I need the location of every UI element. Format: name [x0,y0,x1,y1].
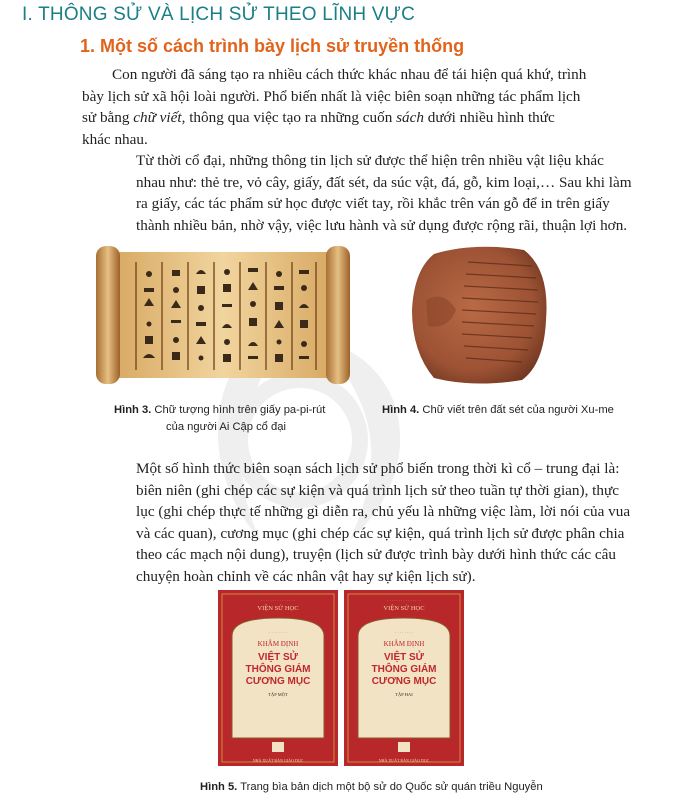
figure-5-caption [200,779,543,796]
text-run: , thông qua việc tạo ra những cuốn [181,109,397,127]
svg-text:· · · · · · · · · · · · · · ·: · · · · · · · · · · · · · · · [387,598,421,603]
caption-line [114,402,325,419]
intro-paragraph [82,64,642,150]
figure-label: Hình 5. [200,781,238,793]
book-cover-volume-2 [344,590,464,766]
figure-4-caption [382,402,614,419]
book-institute: VIỆN SỬ HỌC [383,605,425,612]
text-line: theo các mạch nội dung), truyện (lịch sử được trình bày dưới hình thức các câu [136,546,616,564]
book-institute: VIỆN SỬ HỌC [257,605,299,612]
materials-paragraph [136,150,656,236]
figure-3-caption [114,402,325,436]
book-cover-volume-1 [218,590,338,766]
caption-text: Chữ viết trên đất sét của người Xu-me [419,404,614,416]
caption-line: của người Ai Cập cổ đại [166,421,286,433]
book-publisher: NHÀ XUẤT BẢN GIÁO DỤC [378,758,430,763]
book-kham-dinh: KHÂM ĐỊNH [257,640,299,648]
text-line: Từ thời cổ đại, những thông tin lịch sử được thể hiện trên nhiều vật liệu khác [136,152,604,169]
caption-line [382,402,614,419]
svg-text:· · · · · · · ·: · · · · · · · · [269,630,287,635]
text-line: khác nhau. [82,130,148,148]
caption-text: Chữ tượng hình trên giấy pa-pi-rút [151,404,326,416]
book-title-line: VIỆT SỬ [384,652,424,663]
papyrus-scroll-image [92,244,354,386]
text-line: ra giấy, các tác phẩm sử học được viết tay, rồi khắc trên ván gỗ để in trên giấy [136,195,610,213]
text-line [82,107,642,129]
text-line: Con người đã sáng tạo ra nhiều cách thức khác nhau để tái hiện quá khứ, trình [112,66,587,83]
svg-text:· · · · · · · ·: · · · · · · · · [395,630,413,635]
book-title-line: VIỆT SỬ [258,652,298,663]
text-line: lục (ghi chép thực tế những gì diễn ra, chủ yếu là những việc làm, lời nói của vua [136,503,631,521]
book-title-line: THÔNG GIÁM [245,664,311,675]
figure-label: Hình 4. [382,404,420,416]
text-line: bày lịch sử xã hội loài người. Phổ biến nhất là việc biên soạn những tác phẩm lịch [82,87,581,105]
book-publisher: NHÀ XUẤT BẢN GIÁO DỤC [252,758,304,763]
svg-text:· · · · · · · · · · · · · · ·: · · · · · · · · · · · · · · · [261,598,295,603]
book-volume: TẬP MỘT [268,692,288,697]
text-run: dưới nhiều hình thức [423,109,555,127]
figure-label: Hình 3. [114,404,152,416]
text-line: thành nhiều bản, nhờ vậy, việc lưu hành và sử dụng được rộng rãi, thuận lợi hơn. [136,216,628,234]
text-line: biên niên (ghi chép các sự kiện và quá trình lịch sử theo tuần tự thời gian), thực [136,481,619,499]
text-run: sử bằng [82,109,134,127]
historiography-paragraph [136,458,656,588]
text-line: và các quan), cương mục (ghi chép các sự kiện, quá trình lịch sử được phân chia [136,524,625,542]
book-title-line: CƯƠNG MỤC [245,676,311,687]
text-line: Một số hình thức biên soạn sách lịch sử phổ biến trong thời kì cổ – trung đại là: [136,460,620,477]
section-heading: I. THÔNG SỬ VÀ LỊCH SỬ THEO LĨNH VỰC [22,4,416,25]
book-title-line: THÔNG GIÁM [371,664,437,675]
caption-line [200,779,543,796]
book-covers-image [216,588,466,768]
text-line: chuyện hoàn chỉnh về các nhân vật hay sự kiện lịch sử). [136,567,476,585]
emphasis-text: chữ viết [133,109,182,127]
book-kham-dinh: KHÂM ĐỊNH [383,640,425,648]
subsection-heading: 1. Một số cách trình bày lịch sử truyền thống [80,36,465,56]
book-title-line: CƯƠNG MỤC [371,676,437,687]
text-line: nhau như: thẻ tre, vỏ cây, giấy, đất sét, da súc vật, đá, gỗ, kim loại,… Sau khi làm [136,173,632,191]
clay-tablet-image [404,240,554,388]
book-volume: TẬP HAI [395,692,413,697]
emphasis-text: sách [396,109,424,127]
caption-text: Trang bìa bản dịch một bộ sử do Quốc sử quán triều Nguyễn [237,781,543,793]
